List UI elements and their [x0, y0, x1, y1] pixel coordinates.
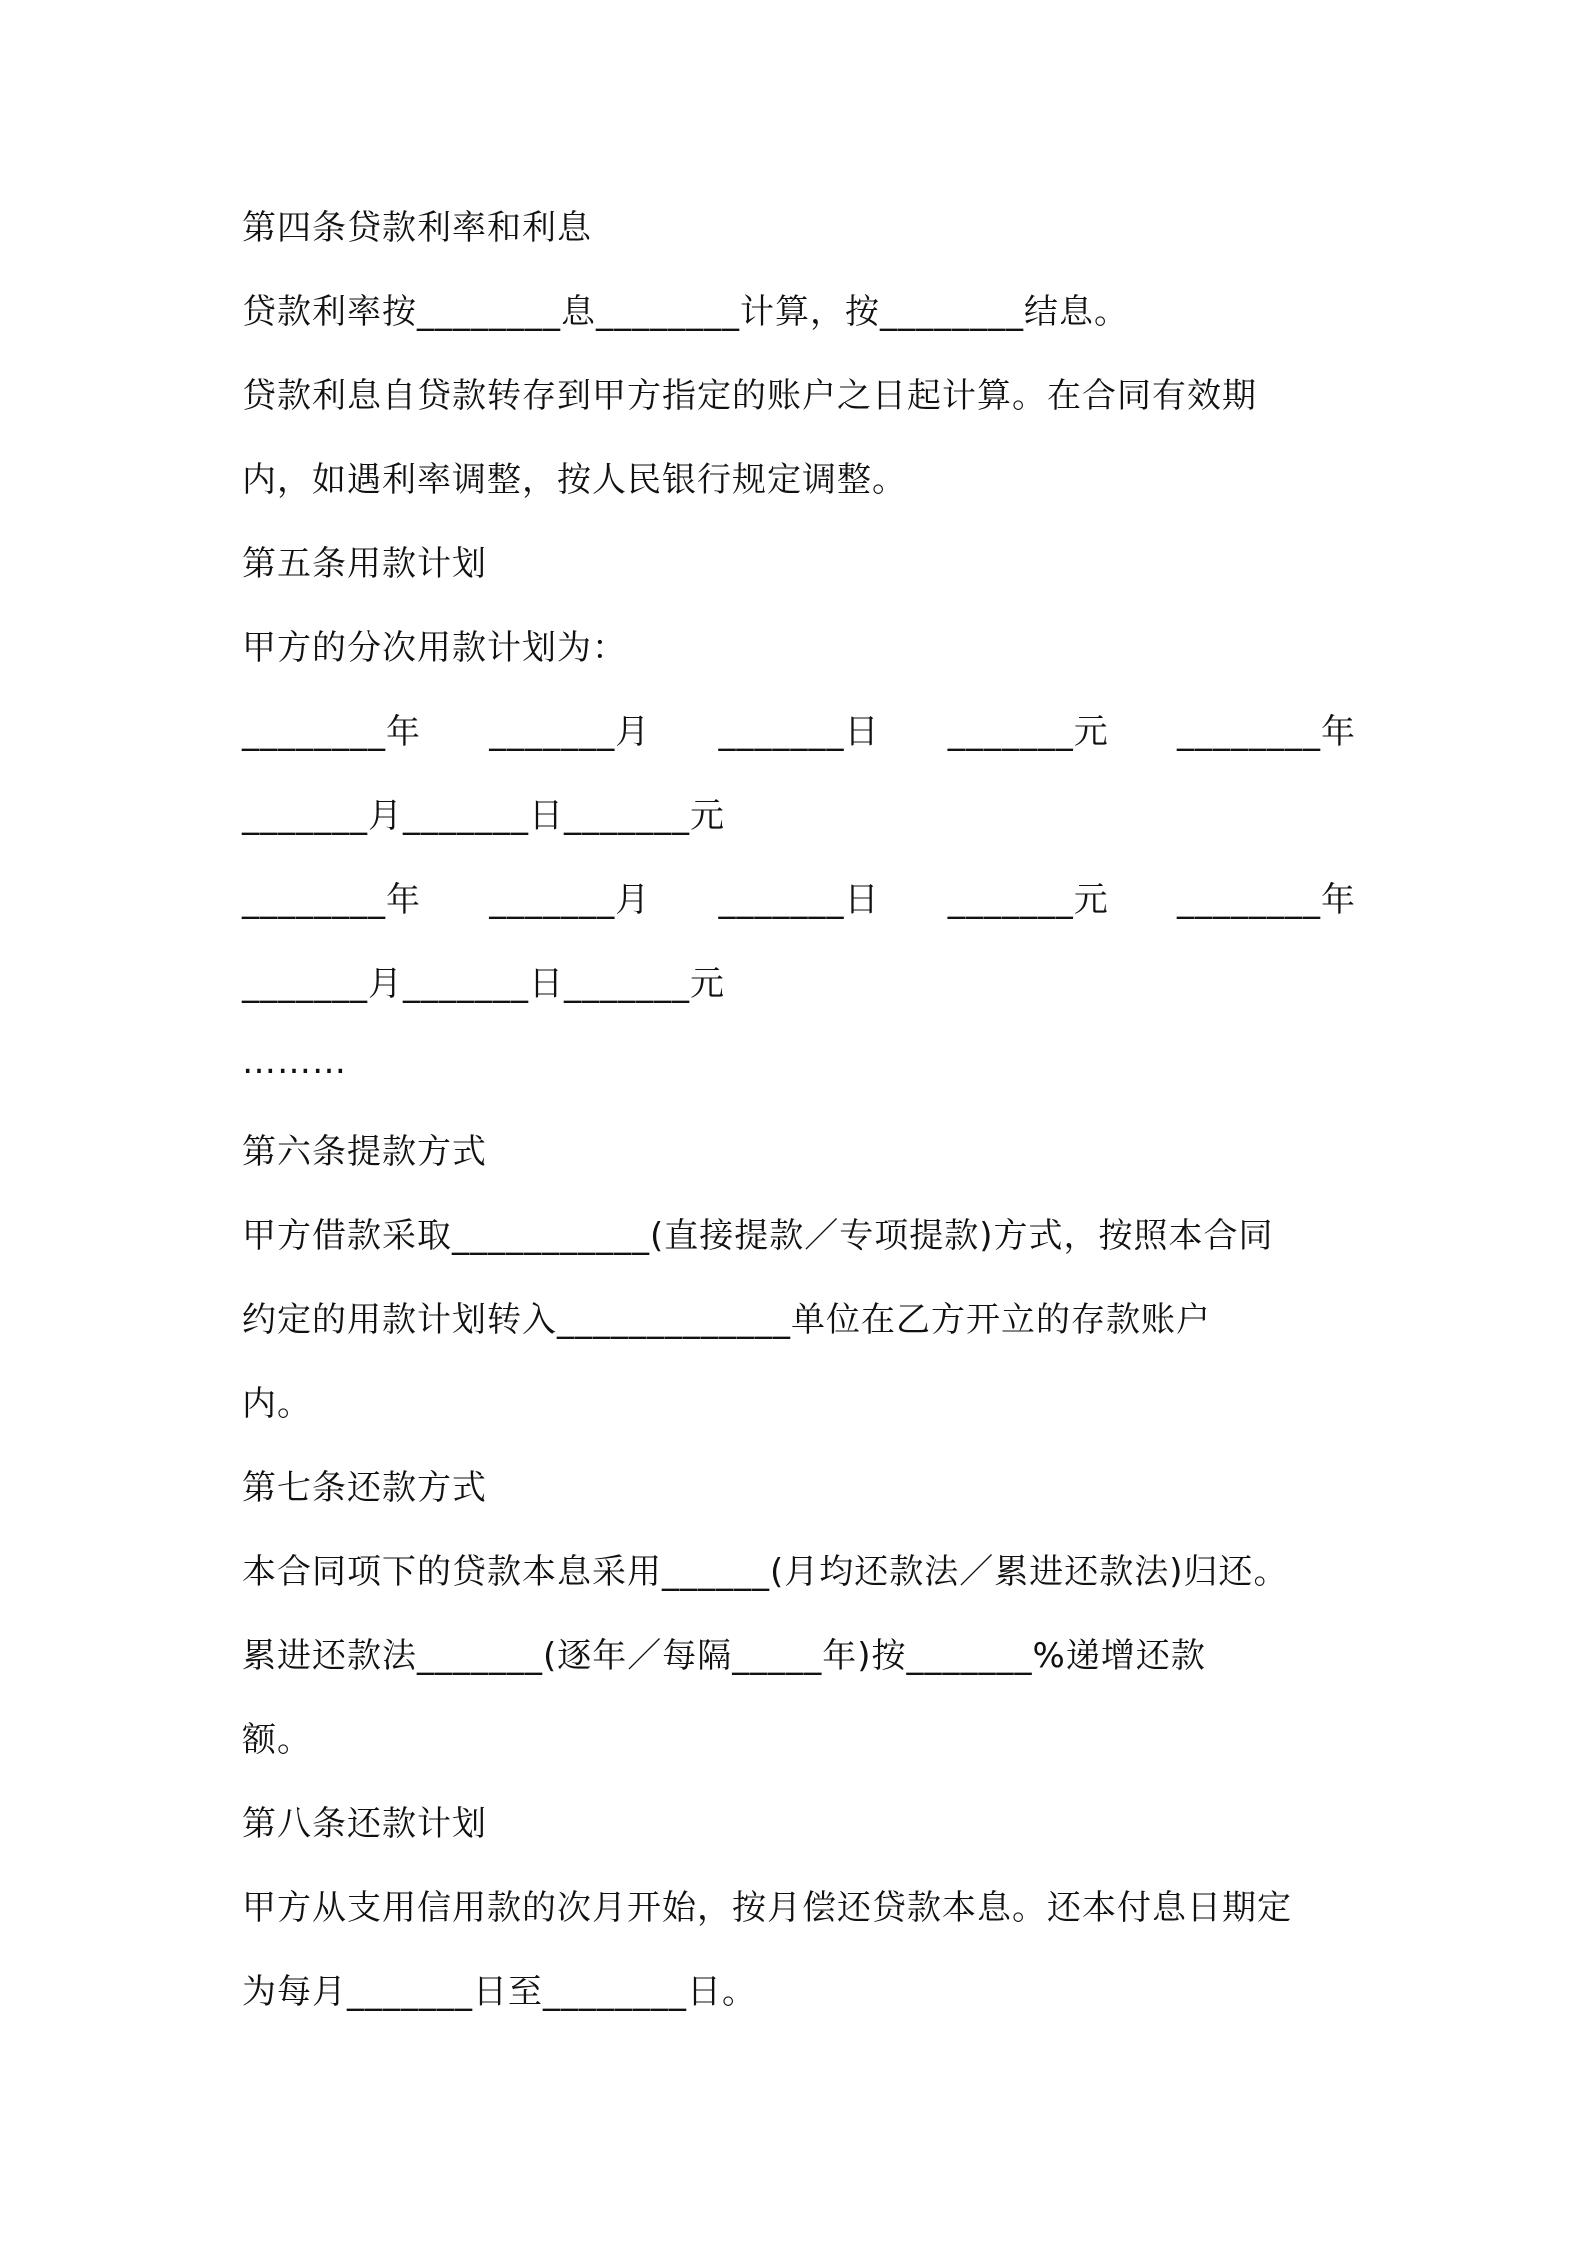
- usage-plan-row-cont: _______月_______日_______元: [242, 964, 725, 1004]
- blank-year: ________年: [242, 880, 421, 920]
- article-4-heading: 第四条贷款利率和利息: [242, 208, 592, 248]
- blank-year: ________年: [1177, 712, 1356, 752]
- blank-month: _______月: [489, 712, 651, 752]
- blank-year: ________年: [1177, 880, 1356, 920]
- repayment-plan-text: 甲方从支用信用款的次月开始，按月偿还贷款本息。还本付息日期定: [242, 1888, 1292, 1928]
- blank-amount: _______元: [947, 880, 1109, 920]
- blank-month: _______月: [489, 880, 651, 920]
- usage-plan-intro: 甲方的分次用款计划为：: [242, 628, 627, 668]
- article-6-heading: 第六条提款方式: [242, 1132, 487, 1172]
- blank-amount: _______元: [947, 712, 1109, 752]
- usage-plan-row-cont: _______月_______日_______元: [242, 796, 725, 836]
- progressive-repayment-text: 累进还款法_______(逐年／每隔_____年)按_______%递增还款: [242, 1636, 1206, 1676]
- interest-calc-text: 贷款利息自贷款转存到甲方指定的账户之日起计算。在合同有效期: [242, 376, 1257, 416]
- interest-rate-text: 贷款利率按________息________计算，按________结息。: [242, 292, 1129, 332]
- usage-plan-row: [242, 708, 1356, 756]
- repayment-date-text: 为每月_______日至________日。: [242, 1972, 757, 2012]
- article-7-heading: 第七条还款方式: [242, 1468, 487, 1508]
- blank-day: _______日: [718, 880, 880, 920]
- repayment-method-text: 本合同项下的贷款本息采用______(月均还款法／累进还款法)归还。: [242, 1552, 1289, 1592]
- withdrawal-method-text: 甲方借款采取___________(直接提款／专项提款)方式，按照本合同: [242, 1216, 1274, 1256]
- usage-plan-row: [242, 876, 1356, 924]
- interest-adjust-text: 内，如遇利率调整，按人民银行规定调整。: [242, 460, 907, 500]
- article-5-heading: 第五条用款计划: [242, 544, 487, 584]
- blank-year: ________年: [242, 712, 421, 752]
- blank-day: _______日: [718, 712, 880, 752]
- article-8-heading: 第八条还款计划: [242, 1804, 487, 1844]
- progressive-repayment-text-end: 额。: [242, 1720, 312, 1760]
- withdrawal-account-text-end: 内。: [242, 1384, 312, 1424]
- withdrawal-account-text: 约定的用款计划转入_____________单位在乙方开立的存款账户: [242, 1300, 1211, 1340]
- ellipsis: ………: [242, 1042, 347, 1082]
